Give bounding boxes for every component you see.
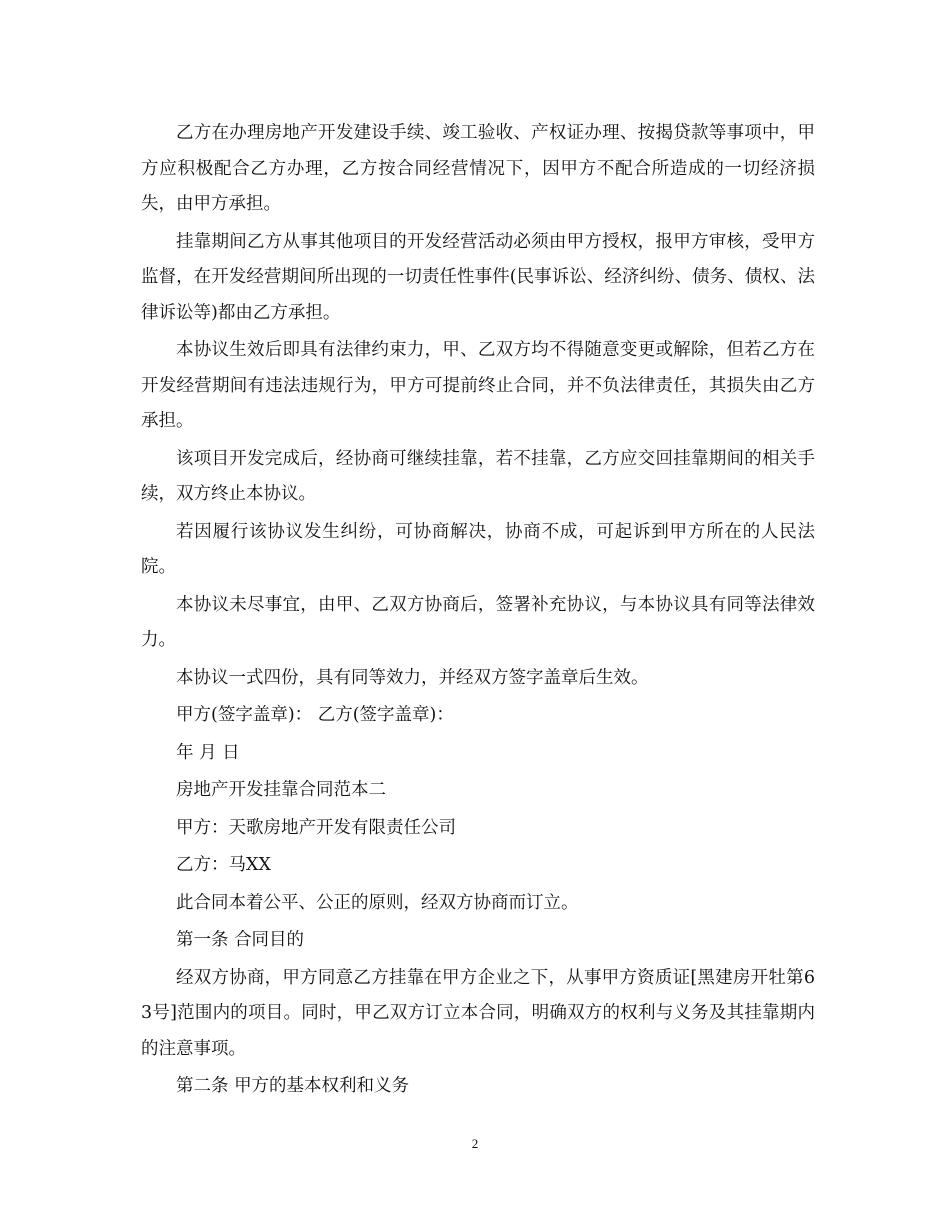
paragraph-affiliation-responsibility: 挂靠期间乙方从事其他项目的开发经营活动必须由甲方授权，报甲方审核，受甲方监督，在开发经营期间所出现的一切责任性事件(民事诉讼、经济纠纷、债务、债权、法律诉讼等)都由乙方承担。 [141,231,815,323]
document-body [141,116,815,1107]
paragraph-copies: 本协议一式四份，具有同等效力，并经双方签字盖章后生效。 [176,667,649,688]
article-1-heading: 第一条 合同目的 [176,930,305,950]
article-2-heading: 第二条 甲方的基本权利和义务 [176,1076,410,1096]
paragraph-legal-effect: 本协议生效后即具有法律约束力，甲、乙双方均不得随意变更或解除，但若乙方在开发经营期间有违法违规行为，甲方可提前终止合同，并不负法律责任，其损失由乙方承担。 [141,340,815,431]
page-number: 2 [471,1136,479,1151]
paragraph-dispute-resolution: 若因履行该协议发生纠纷，可协商解决，协商不成，可起诉到甲方所在的人民法院。 [141,521,815,577]
party-b-line: 乙方：马XX [176,855,271,875]
paragraph-cooperation-obligation: 乙方在办理房地产开发建设手续、竣工验收、产权证办理、按揭贷款等事项中，甲方应积极配合乙方办理，乙方按合同经营情况下，因甲方不配合所造成的一切经济损失，由甲方承担。 [141,123,815,214]
contract-template-title: 房地产开发挂靠合同范本二 [176,780,386,800]
paragraph-project-completion: 该项目开发完成后，经协商可继续挂靠，若不挂靠，乙方应交回挂靠期间的相关手续，双方终止本协议。 [141,448,815,504]
party-a-line: 甲方：天歌房地产开发有限责任公司 [176,817,456,838]
signature-line: 甲方(签字盖章)： 乙方(签字盖章)： [176,705,454,725]
paragraph-principle: 此合同本着公平、公正的原则，经双方协商而订立。 [176,892,579,913]
date-line: 年 月 日 [176,742,240,763]
paragraph-supplementary-agreement: 本协议未尽事宜，由甲、乙双方协商后，签署补充协议，与本协议具有同等法律效力。 [141,594,815,650]
paragraph-contract-purpose: 经双方协商，甲方同意乙方挂靠在甲方企业之下，从事甲方资质证[黑建房开牡第63号]范围内的项目。同时，甲乙双方订立本合同，明确双方的权利与义务及其挂靠期内的注意事项。 [141,967,815,1059]
